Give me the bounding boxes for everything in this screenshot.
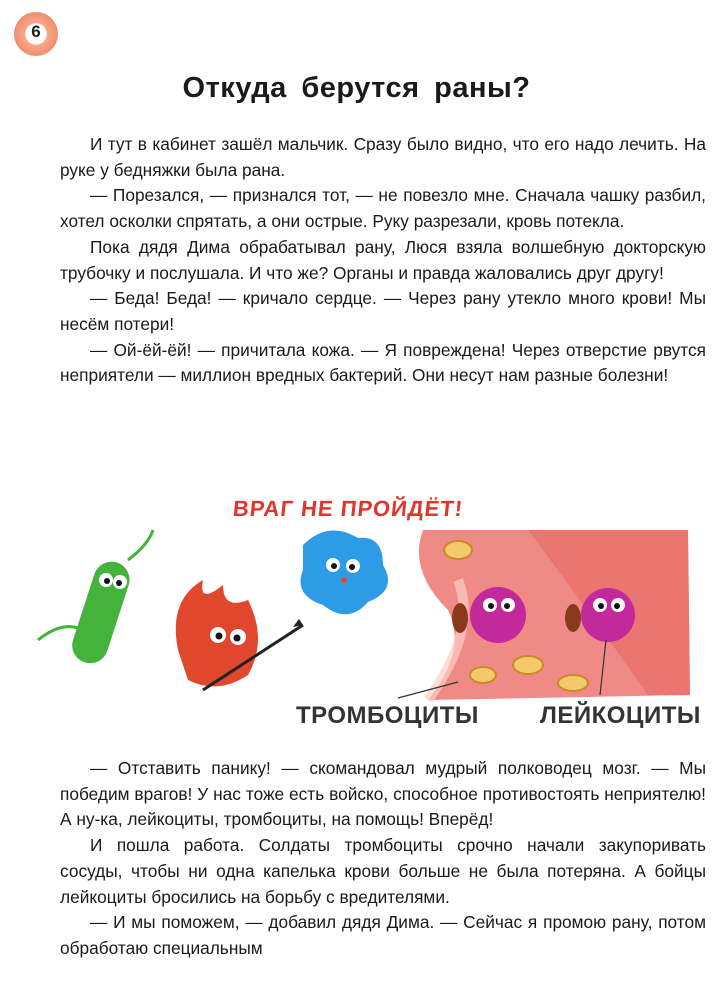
text-block-top (60, 132, 706, 389)
page-title: Откуда берутся раны? (182, 72, 531, 104)
paragraph: — Отставить панику! — скомандовал мудрый полководец мозг. — Мы победим врагов! У нас тоже есть войско, способное противостоять неприятелю! А ну-ка, лейкоциты, тромбоциты, на помощь! Вперёд! (60, 758, 706, 830)
blue-virus (301, 530, 389, 614)
paragraph: Пока дядя Дима обрабатывал рану, Люся взяла волшебную докторскую трубочку и послушала. И что же? Органы и правда жаловались друг другу! (60, 236, 706, 283)
paragraph: — Ой-ёй-ёй! — причитала кожа. — Я повреждена! Через отверстие рвутся неприятели — миллион вредных бактерий. Они несут нам разные болезни! (60, 339, 706, 386)
page-number: 6 (31, 22, 41, 41)
paragraph: И пошла работа. Солдаты тромбоциты срочно начали закупоривать сосуды, чтобы ни одна капелька крови больше не была потеряна. А бойцы лейкоциты бросились на борьбу с вредителями. (60, 835, 706, 907)
paragraph: — Беда! Беда! — кричало сердце. — Через рану утекло много крови! Мы несём потери! (60, 288, 706, 334)
leukocytes-label: ЛЕЙКОЦИТЫ (540, 702, 701, 729)
text-block-bottom (60, 756, 706, 962)
red-germ (176, 580, 303, 690)
paragraph: И тут в кабинет зашёл мальчик. Сразу было видно, что его надо лечить. На руке у бедняжки была рана. (60, 134, 706, 180)
page-number-badge (14, 12, 58, 56)
paragraph: — И мы поможем, — добавил дядя Дима. — Сейчас я промою рану, потом обработаю специальным (60, 912, 706, 958)
paragraph: — Порезался, — признался тот, — не повезло мне. Сначала чашку разбил, хотел осколки спрятать, а они острые. Руку разрезали, кровь потекла. (60, 185, 706, 232)
green-bacterium (38, 530, 153, 668)
illustration-slogan: ВРАГ НЕ ПРОЙДЁТ! (231, 496, 465, 521)
thrombocytes-label: ТРОМБОЦИТЫ (296, 702, 479, 729)
